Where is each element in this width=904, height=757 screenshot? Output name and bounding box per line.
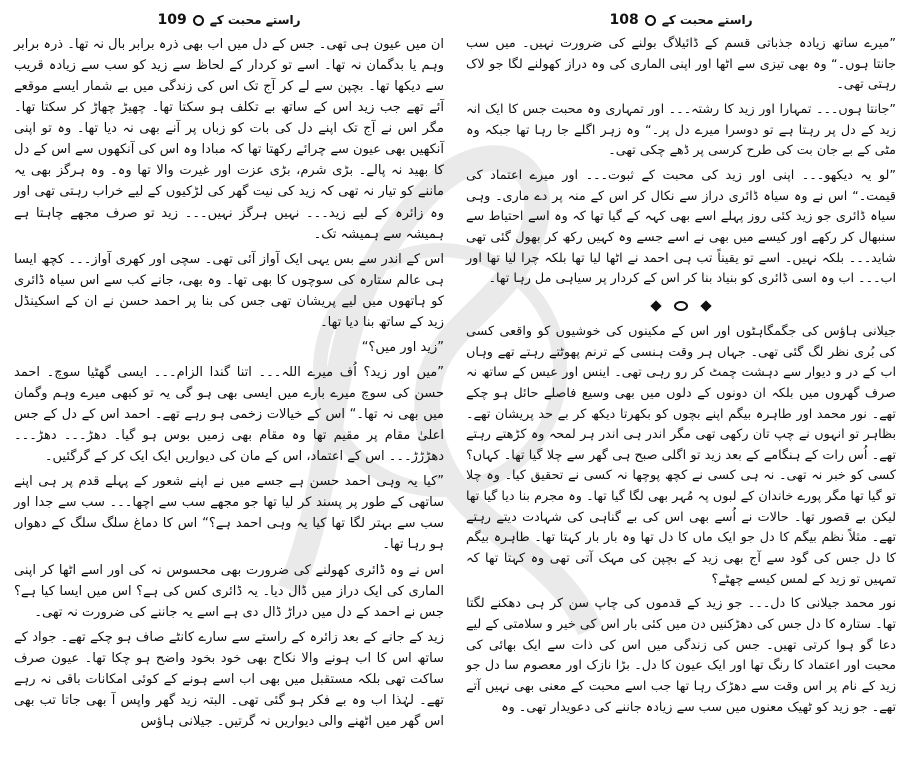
left-page-title: راستے محبت کے bbox=[209, 13, 301, 27]
paragraph: اس کے اندر سے بس یہی ایک آواز آئی تھی۔ سچی اور کھری آواز۔۔۔ کچھ ایسا ہی عالم ستارہ کی سوچوں کا بھی تھا۔ وہ بھی، جانے کب سے اس سیاہ ڈائری کو ہاتھوں میں لیے پریشان تھی جس کی بنا پر احمد حسن نے ان کے اسکینڈل زید کے ساتھ بنا دیا تھا۔ bbox=[14, 251, 444, 330]
paragraph: ”جانتا ہوں۔۔۔ تمہارا اور زید کا رشتہ۔۔۔ اور تمہاری وہ محبت جس کا ایک انہ زید کے دل پر رہتا ہے تو دوسرا میرے دل پر۔“ وہ زہر اگلے جا رہا تھا جبکہ وہ مٹی کے بے جان بت کی طرح کرسی پر ڈھے چکی تھی۔ bbox=[466, 101, 896, 159]
left-page-body bbox=[14, 34, 444, 732]
paragraph: ”میرے ساتھ زیادہ جذباتی قسم کے ڈائیلاگ بولنے کی ضرورت نہیں۔ میں سب جانتا ہوں۔“ وہ بھی تیزی سے اٹھا اور اپنی الماری کی وہ دراز کھولنے لگا جو لاک رہتی تھی۔ bbox=[466, 36, 896, 93]
left-page bbox=[14, 0, 444, 757]
left-page-number: 109 bbox=[157, 12, 187, 28]
paragraph: ”کیا یہ وہی احمد حسن ہے جسے میں نے اپنے شعور کے پہلے قدم پر ہی اپنے ساتھی کے طور پر پسند کر لیا تھا جو مجھے سب سے اچھا۔۔۔ سب سے جدا اور سب سے بہتر لگا تھا کیا یہ وہی احمد ہے؟“ اس کا دماغ سلگ سلگ کے دھواں ہو رہا تھا۔ bbox=[14, 474, 444, 553]
header-circle-icon bbox=[645, 15, 656, 26]
paragraph: زید کے جانے کے بعد زائرہ کے راستے سے سارے کانٹے صاف ہو چکے تھے۔ جواد کے ساتھ اس کا اب ہونے والا نکاح بھی خود بخود واضح ہو چکا تھا۔ عیون صرف ساکت تھی بلکہ مستقبل میں بھی اب اسے ہونے کے کوئی امکانات باقی نہ رہے تھے۔ لہٰذا اب وہ بے فکر ہو گئی تھی۔ البتہ زید گھر واپس آ بھی جاتا تب بھی اس گھر میں اٹھنے والی دیواریں نہ گرتیں۔ جیلانی ہاؤس bbox=[14, 629, 444, 729]
diamond-icon bbox=[700, 300, 711, 311]
paragraph: جیلانی ہاؤس کی جگمگاہٹوں اور اس کے مکینوں کی خوشیوں کو واقعی کسی کی بُری نظر لگ گئی تھی۔ جہاں ہر وقت ہنسی کے ترنم پھوٹتے رہتے تھے وہاں اب کے در و دیوار سے دہشت چمٹ کر رو رہی تھی۔ اینس اور عیس کے ساتھ نہ صرف گھروں میں بلکہ ان دونوں کے دلوں میں بھی وسیع فاصلے حائل ہو چکے تھے۔ نور محمد اور طاہرہ بیگم اپنے بچوں کو بکھرتا دیکھ کر بے حد پریشان تھے۔ بظاہر تو انہوں نے چپ تان رکھی تھی مگر اندر ہی اندر ہر لمحہ وہ کڑھتے رہتے تھے۔ اُس رات کے ہنگامے کے بعد زید تو اگلی صبح ہی گھر سے چلا گیا تھا۔ کہاں؟ کسی کو خبر نہ تھی۔ نہ ہی کسی نے کچھ پوچھا نہ کسی نے تحقیق کیا۔ وہ چلا تو گیا تھا مگر پورے خاندان کے لبوں پہ مُہر بھی لگا گیا تھا۔ وہ مجرم بنا دیا گیا تھا لیکن بے قصور تھا۔ حالات نے اُسے بھی اس کی بے گناہی کی شہادت دیتے رہتے تھے۔ مثلاً نظم بیگم کا دل جو ایک ماں کا دل تھا وہ بار بار کہتا تھا۔ طاہرہ بیگم کا دل جس کی گود سے آج بھی زید کے بچپن کی مہک آتی تھی وہ کہتا تھا کہ تمہیں تو زید کے لمس کیسے چھٹے؟ bbox=[466, 323, 896, 587]
right-page-body bbox=[466, 34, 896, 718]
paragraph: اس نے وہ ڈائری کھولنے کی ضرورت بھی محسوس نہ کی اور اسے اٹھا کر اپنی الماری کی ایک دراز میں ڈال دیا۔ یہ ڈائری کس کی ہے؟ اس میں ایسا کیا ہے؟ جس نے احمد کے دل میں دراڑ ڈال دی ہے اسے یہ جاننے کی ضرورت نہ تھی۔ bbox=[14, 562, 444, 620]
paragraph: ”میں اور زید؟ اُف میرے اللہ۔۔۔ اتنا گندا الزام۔۔۔ ایسی گھٹیا سوچ۔ احمد حسن کی سوچ میرے بارے میں ایسی بھی ہو گی یہ تو کبھی میرے وہم وگمان میں بھی نہ تھا۔“ اس کے خیالات زخمی ہو رہے تھے۔ احمد اس کے دل کے جس اعلیٰ مقام پر مقیم تھا وہ مقام بھی زمیں بوس ہو گیا۔ دھڑ۔۔۔ دھڑ۔۔۔ دھڑڑڑ۔۔۔ اس کے اعتماد، اس کے مان کی دیواریں ایک ایک کر کے گرگئیں۔ bbox=[14, 364, 444, 465]
right-page bbox=[466, 0, 896, 757]
section-divider bbox=[466, 294, 896, 318]
header-circle-icon bbox=[193, 15, 204, 26]
right-page-number: 108 bbox=[609, 12, 639, 28]
paragraph: نور محمد جیلانی کا دل۔۔۔ جو زید کے قدموں کی چاپ سن کر ہی دھکنے لگتا تھا۔ ستارہ کا دل جس کی دھڑکنیں دن میں کئی بار اس کی خیر و سلامتی کے لیے دعا گو ہوا کرتی تھیں۔ جس کی زندگی میں اس کی ذات سے ایک بھائی کی محبت اور اعتماد کا رنگ تھا اور ایک عیون کا دل۔ بڑا نازک اور معصوم سا دل جو زید کے نام پر اس وقت سے دھڑک رہا تھا جب اسے محبت کے معنی بھی نہیں آتے تھے۔ جو زید کو ٹھیک معنوں میں سب سے زیادہ جاننے کی دعویدار تھی۔ وہ bbox=[466, 596, 896, 715]
diamond-icon bbox=[650, 300, 661, 311]
left-page-header bbox=[14, 6, 444, 34]
paragraph: ”زید اور میں؟“ bbox=[361, 339, 444, 355]
paragraph: ان میں عیون ہی تھی۔ جس کے دل میں اب بھی ذرہ برابر بال نہ تھا۔ ذرہ برابر وہم یا بدگمان نہ تھا۔ اسے تو کردار کے لحاظ سے زید کو سب سے زیادہ قریب سے دیکھا تھا۔ بچپن سے لے کر آج تک اس کی زندگی میں بے شمار ایسے موقعے آئے تھے جب زید اس کے ساتھ بے تکلف ہو سکتا تھا۔ چھیڑ چھاڑ کر سکتا تھا۔ مگر اس نے آج تک اپنے دل کی بات کو زباں پر آنے بھی نہ دیا تھا۔ وہ تو اپنی آنکھیں بھی عیون سے چرائے رکھتا تھا کہ مبادا وہ اس کی آنکھوں سے اس کے دل کا بھید نہ پالے۔ بڑی شرم، بڑی عزت اور غیرت والا تھا وہ۔ وہ ہرگز بھی یہ ماننے کو تیار نہ تھی کہ زید کی نیت گھر کی لڑکیوں کے لیے خراب رہتی تھی اور وہ زائرہ کے لیے زید۔۔۔ نہیں ہرگز نہیں۔۔۔ زید تو صرف مجھے چاہتا ہے ہمیشہ سے ہمیشہ تک۔ bbox=[14, 37, 444, 242]
right-page-header bbox=[466, 6, 896, 34]
oval-icon bbox=[674, 301, 688, 311]
right-page-title: راستے محبت کے bbox=[661, 13, 753, 27]
paragraph: ”لو یہ دیکھو۔۔۔ اپنی اور زید کی محبت کے ثبوت۔۔۔ اور میرے اعتماد کی قیمت۔“ اس نے وہ سیاہ ڈائری دراز سے نکال کر اس کے منہ پر دے ماری۔ وہی سیاہ ڈائری جو زید کئی روز پہلے اسے بھی کہہ کے گیا تھا کہ وہ اسے احتیاط سے سنبھال کر رکھے اور کیسے میں بھی نے اسے جسے وہ کہیں رکھ کر بھول گئی تھی شاید۔۔۔ بلکہ نہیں۔ اسے تو یقیناً تب ہی احمد نے اٹھا لیا تھا بلکہ چرا لیا تھا اور اب۔۔۔ اب وہ اسی ڈائری کو بنیاد بنا کر اس کے کردار پر سیاہی مل رہا تھا۔ bbox=[466, 167, 896, 287]
